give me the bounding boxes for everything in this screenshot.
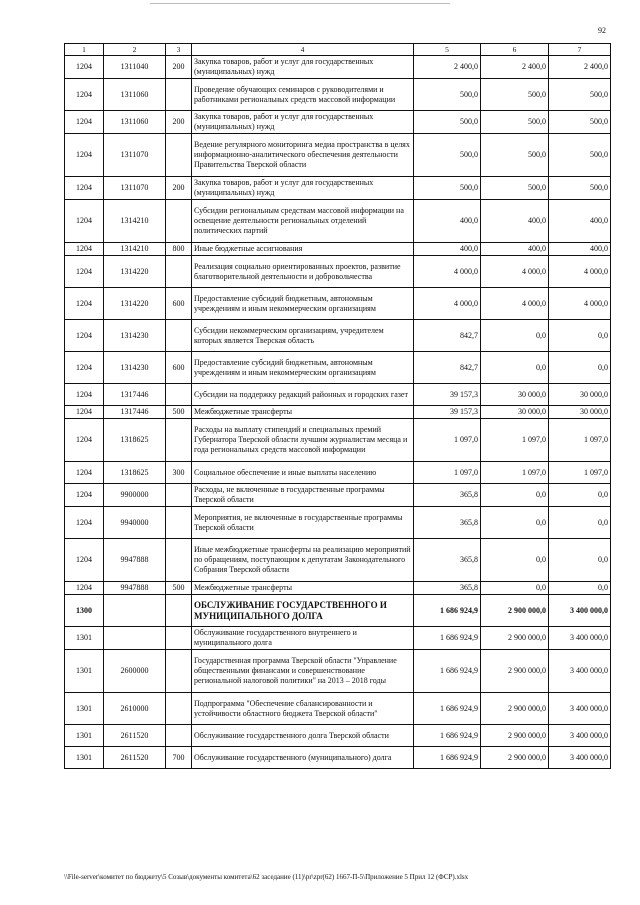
table-row [65,56,611,79]
amount-col7-cell: 0,0 [549,507,611,539]
amount-col7-cell: 400,0 [549,243,611,256]
amount-col7-cell: 0,0 [549,539,611,582]
amount-col5-cell: 842,7 [414,320,481,352]
item-name-cell: Иные бюджетные ассигнования [192,243,414,256]
amount-col6-cell: 30 000,0 [481,406,549,419]
target-article-cell: 2611520 [104,725,166,747]
column-number: 2 [104,44,166,56]
column-number-row [65,44,611,56]
section-code-cell: 1204 [65,243,104,256]
target-article-cell: 1318625 [104,419,166,462]
amount-col5-cell: 500,0 [414,134,481,177]
table-row [65,243,611,256]
expense-type-cell [166,484,192,507]
expense-type-cell [166,320,192,352]
amount-col6-cell: 0,0 [481,352,549,384]
amount-col7-cell: 500,0 [549,134,611,177]
target-article-cell: 1311060 [104,111,166,134]
item-name-cell: Обслуживание государственного внутреннего и муниципального долга [192,627,414,650]
section-code-cell: 1204 [65,462,104,484]
table-row [65,352,611,384]
table-row [65,177,611,200]
amount-col5-cell: 365,8 [414,507,481,539]
section-code-cell: 1204 [65,111,104,134]
target-article-cell: 2610000 [104,693,166,725]
table-row [65,650,611,693]
expense-type-cell [166,79,192,111]
amount-col6-cell: 0,0 [481,484,549,507]
amount-col6-cell: 500,0 [481,79,549,111]
table-row [65,582,611,595]
amount-col6-cell: 2 400,0 [481,56,549,79]
amount-col5-cell: 400,0 [414,243,481,256]
amount-col7-cell: 4 000,0 [549,288,611,320]
item-name-cell: ОБСЛУЖИВАНИЕ ГОСУДАРСТВЕННОГО И МУНИЦИПАЛЬНОГО ДОЛГА [192,595,414,627]
amount-col7-cell: 3 400 000,0 [549,650,611,693]
target-article-cell: 2600000 [104,650,166,693]
item-name-cell: Обслуживание государственного долга Тверской области [192,725,414,747]
item-name-cell: Субсидии на поддержку редакций районных и городских газет [192,384,414,406]
expense-type-cell: 800 [166,243,192,256]
amount-col6-cell: 500,0 [481,134,549,177]
section-code-cell: 1204 [65,200,104,243]
item-name-cell: Проведение обучающих семинаров с руководителями и работниками региональных средств массовой информации [192,79,414,111]
amount-col7-cell: 3 400 000,0 [549,725,611,747]
amount-col5-cell: 365,8 [414,539,481,582]
section-code-cell: 1204 [65,582,104,595]
target-article-cell: 1314220 [104,288,166,320]
item-name-cell: Закупка товаров, работ и услуг для государственных (муниципальных) нужд [192,56,414,79]
expense-type-cell: 500 [166,406,192,419]
amount-col6-cell: 2 900 000,0 [481,693,549,725]
section-code-cell: 1204 [65,177,104,200]
target-article-cell: 2611520 [104,747,166,769]
section-code-cell: 1204 [65,507,104,539]
column-number: 4 [192,44,414,56]
target-article-cell [104,627,166,650]
amount-col5-cell: 4 000,0 [414,288,481,320]
item-name-cell: Иные межбюджетные трансферты на реализацию мероприятий по обращениям, поступающим к депутатам Законодательного Собрания Тверской области [192,539,414,582]
target-article-cell: 1314220 [104,256,166,288]
amount-col5-cell: 1 686 924,9 [414,725,481,747]
section-code-cell: 1204 [65,539,104,582]
target-article-cell [104,595,166,627]
column-number: 5 [414,44,481,56]
item-name-cell: Субсидии региональным средствам массовой информации на освещение деятельности региональных отделений политических партий [192,200,414,243]
expense-type-cell [166,134,192,177]
table-row [65,747,611,769]
amount-col6-cell: 1 097,0 [481,462,549,484]
section-code-cell: 1301 [65,747,104,769]
expense-type-cell [166,419,192,462]
amount-col5-cell: 1 097,0 [414,419,481,462]
target-article-cell: 1311070 [104,177,166,200]
expense-type-cell [166,725,192,747]
amount-col6-cell: 2 900 000,0 [481,650,549,693]
amount-col6-cell: 500,0 [481,177,549,200]
amount-col6-cell: 1 097,0 [481,419,549,462]
target-article-cell: 9940000 [104,507,166,539]
item-name-cell: Подпрограмма "Обеспечение сбалансированности и устойчивости областного бюджета Тверской области" [192,693,414,725]
table-row [65,111,611,134]
amount-col6-cell: 0,0 [481,539,549,582]
amount-col7-cell: 3 400 000,0 [549,747,611,769]
amount-col7-cell: 400,0 [549,200,611,243]
amount-col6-cell: 2 900 000,0 [481,747,549,769]
table-row [65,134,611,177]
amount-col5-cell: 1 686 924,9 [414,693,481,725]
amount-col7-cell: 500,0 [549,111,611,134]
amount-col5-cell: 39 157,3 [414,384,481,406]
item-name-cell: Мероприятия, не включенные в государственные программы Тверской области [192,507,414,539]
section-code-cell: 1204 [65,419,104,462]
table-row [65,539,611,582]
target-article-cell: 9947888 [104,582,166,595]
column-number: 1 [65,44,104,56]
amount-col5-cell: 842,7 [414,352,481,384]
amount-col7-cell: 2 400,0 [549,56,611,79]
amount-col6-cell: 0,0 [481,320,549,352]
amount-col7-cell: 500,0 [549,79,611,111]
column-number: 7 [549,44,611,56]
amount-col6-cell: 400,0 [481,243,549,256]
amount-col6-cell: 400,0 [481,200,549,243]
item-name-cell: Расходы, не включенные в государственные программы Тверской области [192,484,414,507]
target-article-cell: 1317446 [104,384,166,406]
amount-col6-cell: 4 000,0 [481,256,549,288]
column-number: 6 [481,44,549,56]
amount-col7-cell: 30 000,0 [549,406,611,419]
expense-type-cell: 200 [166,111,192,134]
expense-type-cell: 600 [166,288,192,320]
expense-type-cell [166,384,192,406]
amount-col5-cell: 1 686 924,9 [414,627,481,650]
section-code-cell: 1204 [65,406,104,419]
section-code-cell: 1204 [65,384,104,406]
amount-col5-cell: 500,0 [414,111,481,134]
section-code-cell: 1301 [65,627,104,650]
amount-col5-cell: 2 400,0 [414,56,481,79]
item-name-cell: Межбюджетные трансферты [192,582,414,595]
item-name-cell: Закупка товаров, работ и услуг для государственных (муниципальных) нужд [192,111,414,134]
section-code-cell: 1301 [65,693,104,725]
table-row [65,384,611,406]
expense-type-cell: 200 [166,177,192,200]
item-name-cell: Ведение регулярного мониторинга медиа пространства в целях информационно-аналитического обеспечения деятельности Правительства Тверской области [192,134,414,177]
amount-col6-cell: 0,0 [481,507,549,539]
amount-col5-cell: 4 000,0 [414,256,481,288]
amount-col5-cell: 1 686 924,9 [414,650,481,693]
item-name-cell: Расходы на выплату стипендий и специальных премий Губернатора Тверской области лучшим журналистам месяца и года региональных средств массовой информации [192,419,414,462]
table-row [65,419,611,462]
section-code-cell: 1301 [65,650,104,693]
amount-col7-cell: 30 000,0 [549,384,611,406]
section-code-cell: 1204 [65,256,104,288]
expense-type-cell: 200 [166,56,192,79]
target-article-cell: 1311070 [104,134,166,177]
table-row [65,320,611,352]
item-name-cell: Субсидии некоммерческим организациям, учредителем которых является Тверская область [192,320,414,352]
target-article-cell: 1314230 [104,320,166,352]
amount-col5-cell: 39 157,3 [414,406,481,419]
amount-col7-cell: 3 400 000,0 [549,595,611,627]
amount-col5-cell: 1 686 924,9 [414,595,481,627]
section-code-cell: 1204 [65,79,104,111]
expense-type-cell: 700 [166,747,192,769]
amount-col7-cell: 3 400 000,0 [549,693,611,725]
table-row [65,693,611,725]
table-row [65,462,611,484]
top-rule [150,3,450,4]
item-name-cell: Предоставление субсидий бюджетным, автономным учреждениям и иным некоммерческим организациям [192,352,414,384]
item-name-cell: Предоставление субсидий бюджетным, автономным учреждениям и иным некоммерческим организациям [192,288,414,320]
expense-type-cell [166,539,192,582]
target-article-cell: 1314230 [104,352,166,384]
amount-col7-cell: 4 000,0 [549,256,611,288]
item-name-cell: Закупка товаров, работ и услуг для государственных (муниципальных) нужд [192,177,414,200]
section-code-cell: 1204 [65,320,104,352]
amount-col7-cell: 0,0 [549,484,611,507]
amount-col5-cell: 365,8 [414,582,481,595]
amount-col7-cell: 0,0 [549,352,611,384]
amount-col5-cell: 365,8 [414,484,481,507]
amount-col5-cell: 500,0 [414,79,481,111]
target-article-cell: 1311060 [104,79,166,111]
expense-type-cell: 300 [166,462,192,484]
table-row [65,200,611,243]
table-row [65,627,611,650]
section-code-cell: 1204 [65,288,104,320]
amount-col5-cell: 1 686 924,9 [414,747,481,769]
section-code-cell: 1204 [65,134,104,177]
table-row [65,256,611,288]
expense-type-cell [166,200,192,243]
table-row [65,79,611,111]
amount-col7-cell: 0,0 [549,320,611,352]
budget-table [64,43,611,769]
amount-col6-cell: 2 900 000,0 [481,725,549,747]
amount-col7-cell: 500,0 [549,177,611,200]
expense-type-cell: 600 [166,352,192,384]
amount-col7-cell: 0,0 [549,582,611,595]
table-row [65,595,611,627]
amount-col5-cell: 500,0 [414,177,481,200]
target-article-cell: 1317446 [104,406,166,419]
target-article-cell: 1314210 [104,243,166,256]
column-number: 3 [166,44,192,56]
amount-col6-cell: 30 000,0 [481,384,549,406]
amount-col6-cell: 4 000,0 [481,288,549,320]
expense-type-cell [166,256,192,288]
section-code-cell: 1301 [65,725,104,747]
amount-col5-cell: 1 097,0 [414,462,481,484]
target-article-cell: 1311040 [104,56,166,79]
expense-type-cell [166,650,192,693]
section-code-cell: 1204 [65,56,104,79]
target-article-cell: 9947888 [104,539,166,582]
expense-type-cell [166,627,192,650]
expense-type-cell [166,595,192,627]
table-row [65,406,611,419]
target-article-cell: 9900000 [104,484,166,507]
amount-col7-cell: 1 097,0 [549,419,611,462]
item-name-cell: Обслуживание государственного (муниципального) долга [192,747,414,769]
table-row [65,484,611,507]
target-article-cell: 1318625 [104,462,166,484]
expense-type-cell: 500 [166,582,192,595]
item-name-cell: Социальное обеспечение и иные выплаты населению [192,462,414,484]
amount-col7-cell: 3 400 000,0 [549,627,611,650]
table-row [65,288,611,320]
target-article-cell: 1314210 [104,200,166,243]
amount-col6-cell: 2 900 000,0 [481,595,549,627]
amount-col6-cell: 0,0 [481,582,549,595]
amount-col7-cell: 1 097,0 [549,462,611,484]
amount-col6-cell: 500,0 [481,111,549,134]
amount-col5-cell: 400,0 [414,200,481,243]
expense-type-cell [166,693,192,725]
item-name-cell: Межбюджетные трансферты [192,406,414,419]
section-code-cell: 1204 [65,484,104,507]
expense-type-cell [166,507,192,539]
page-number: 92 [598,26,606,35]
file-path-footer: \\File-server\комитет по бюджету\5 Созыв\документы комитета\62 заседание (11)\pr\zpr(62) 1667-П-5\Приложение 5 Прил 12 (ФСР).xlsx [64,873,469,881]
amount-col6-cell: 2 900 000,0 [481,627,549,650]
section-code-cell: 1300 [65,595,104,627]
table-row [65,507,611,539]
item-name-cell: Государственная программа Тверской области "Управление общественными финансами и совершенствование региональной налоговой политики" на 2013 – 2018 годы [192,650,414,693]
table-row [65,725,611,747]
item-name-cell: Реализация социально ориентированных проектов, развитие благотворительной деятельности и добровольчества [192,256,414,288]
section-code-cell: 1204 [65,352,104,384]
